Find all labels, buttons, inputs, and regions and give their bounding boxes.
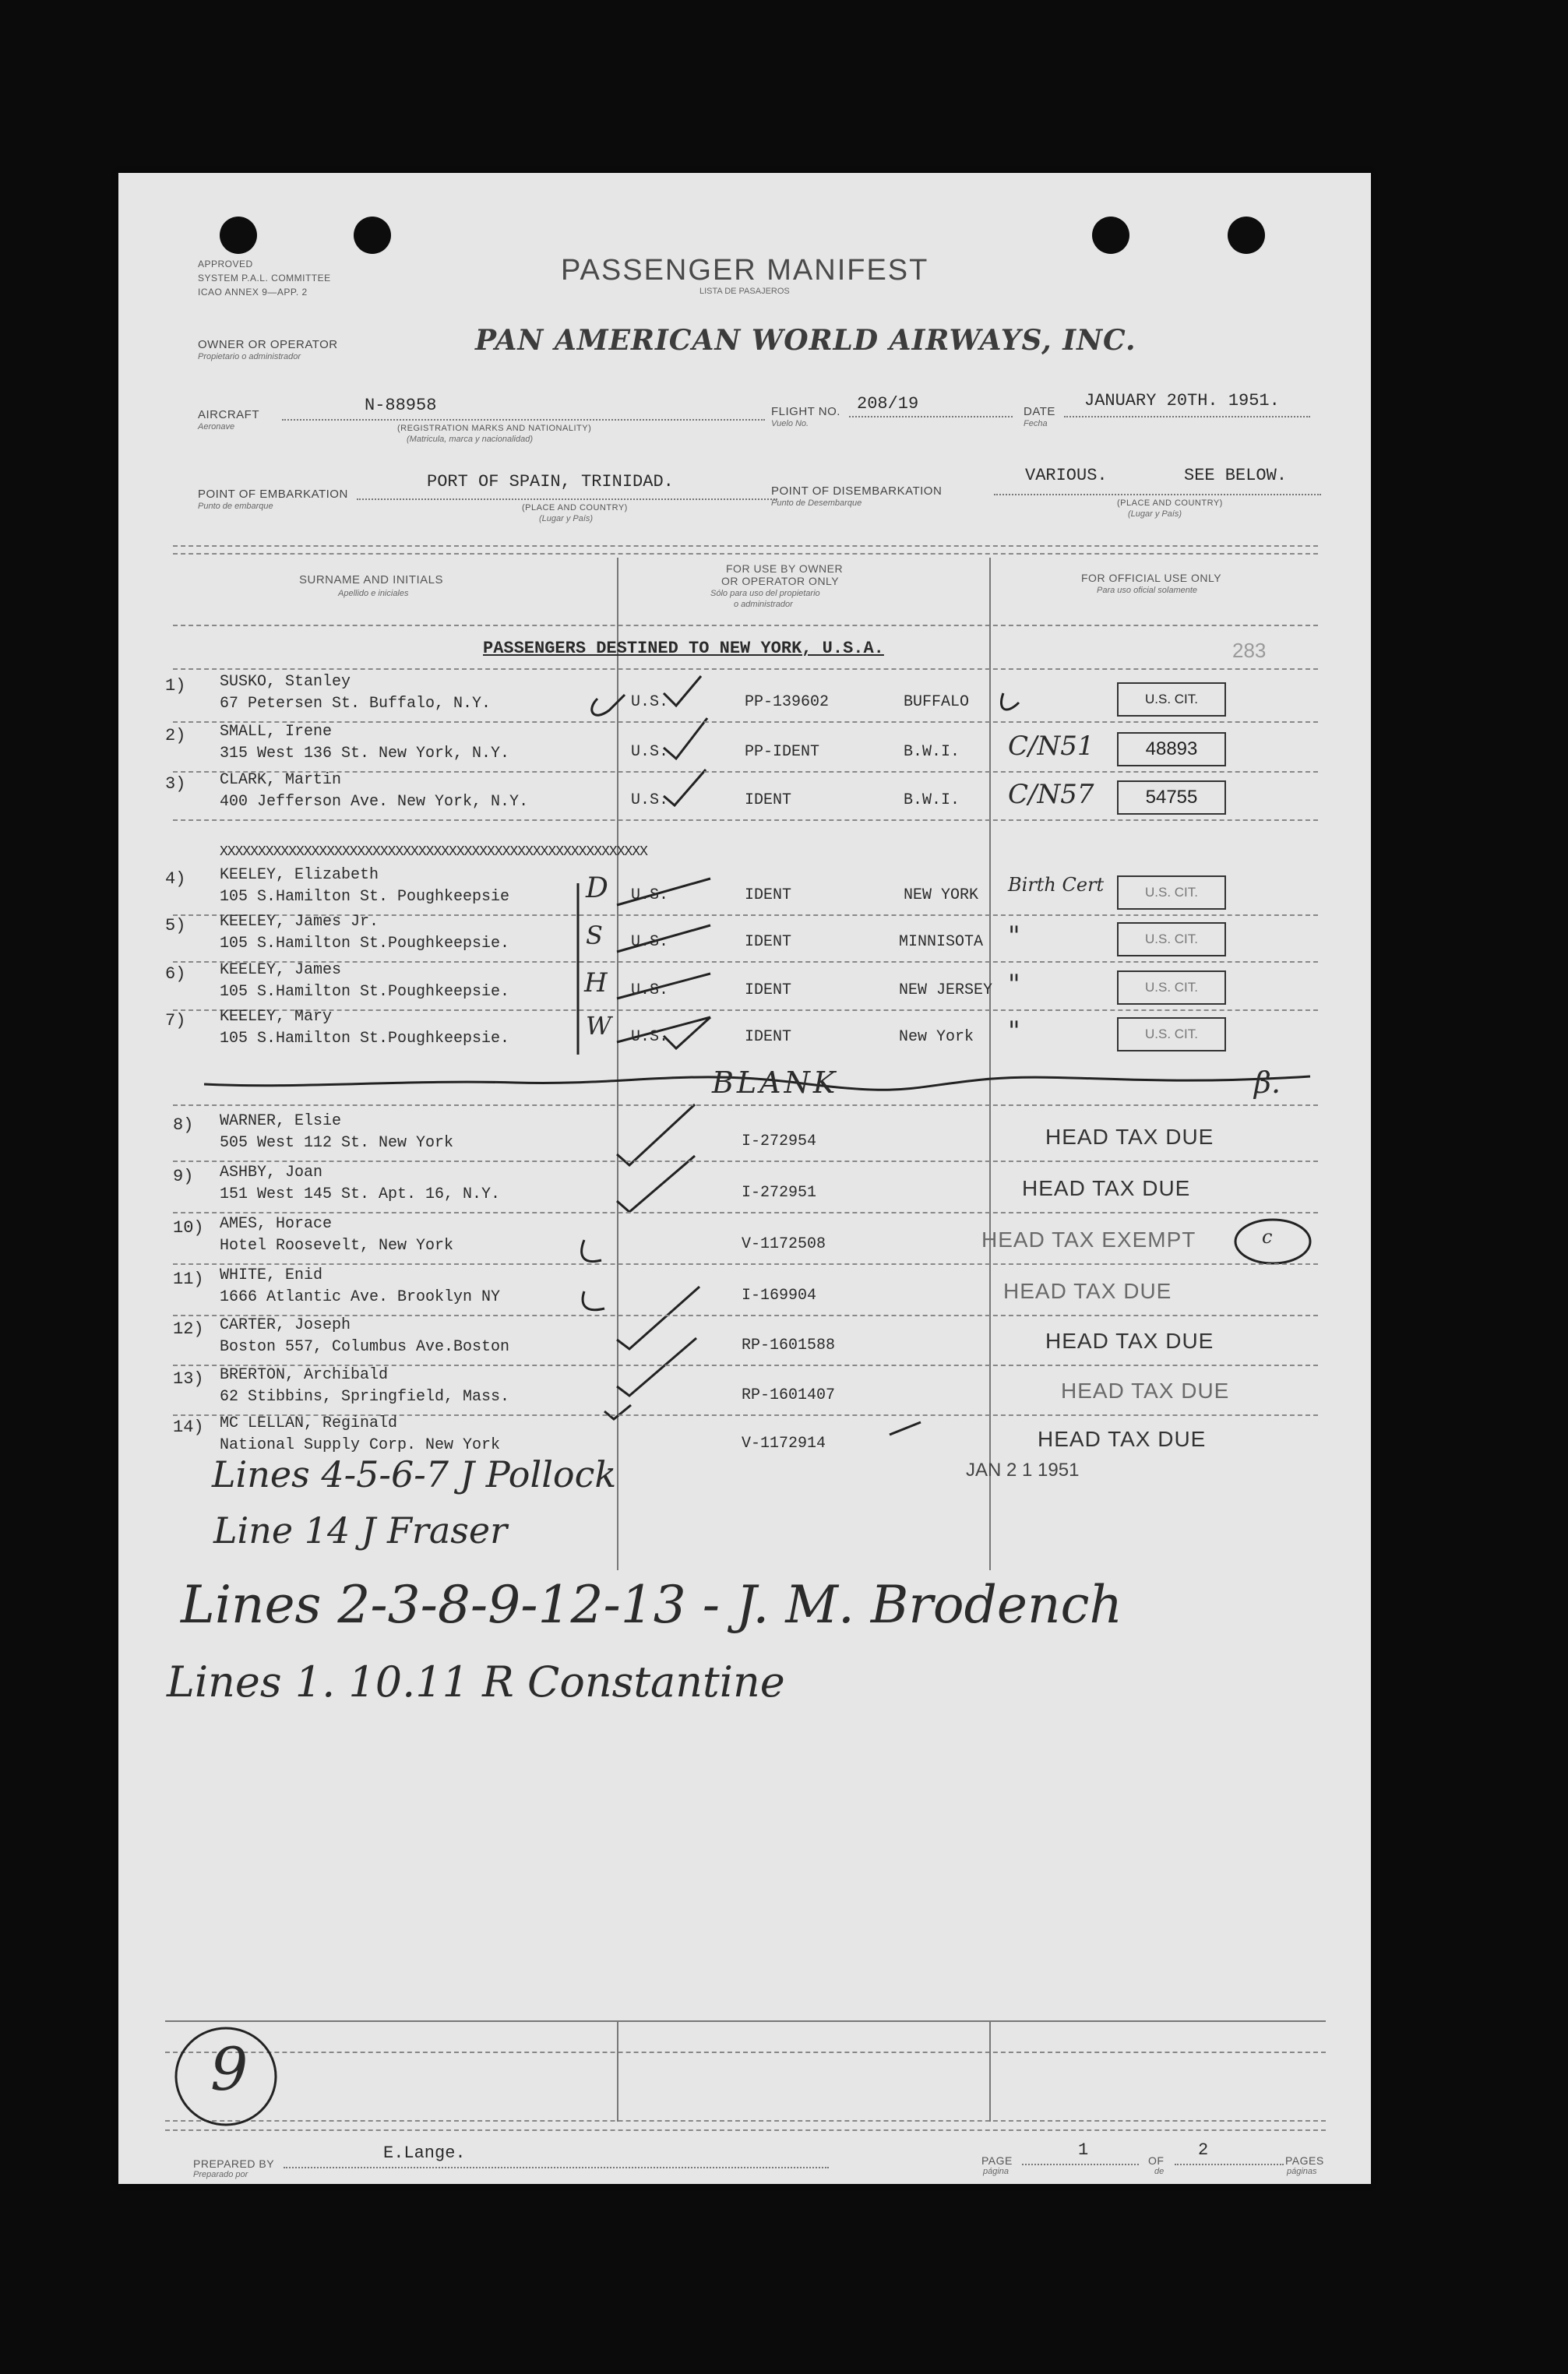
passenger-nationality: U.S. <box>631 933 669 951</box>
col-divider <box>617 2020 618 2122</box>
official-stamp: HEAD TAX EXEMPT <box>981 1228 1196 1252</box>
passenger-nationality: U.S. <box>631 886 669 904</box>
row-rule <box>173 1009 1318 1011</box>
official-stamp: HEAD TAX DUE <box>1061 1379 1230 1403</box>
embark-label: POINT OF EMBARKATION <box>198 488 348 501</box>
passenger-destination: NEW YORK <box>904 886 979 904</box>
disembark-place-note: (PLACE AND COUNTRY) <box>1117 498 1223 508</box>
prepared-rule <box>284 2167 829 2168</box>
passenger-document: I-272951 <box>742 1184 817 1202</box>
passenger-document: IDENT <box>745 933 792 951</box>
embark-value: PORT OF SPAIN, TRINIDAD. <box>427 472 674 491</box>
passenger-address: 315 West 136 St. New York, N.Y. <box>220 745 510 763</box>
row-rule <box>173 1212 1318 1213</box>
passenger-name: KEELEY, James Jr. <box>220 913 379 931</box>
blank-note: BLANK <box>712 1065 839 1100</box>
row-rule <box>173 721 1318 723</box>
passenger-number: 10) <box>173 1218 204 1238</box>
row-rule <box>173 771 1318 773</box>
col-surname-header-es: Apellido e iniciales <box>338 589 409 598</box>
passenger-address: 62 Stibbins, Springfield, Mass. <box>220 1388 510 1406</box>
section-heading: PASSENGERS DESTINED TO NEW YORK, U.S.A. <box>483 639 884 658</box>
passenger-destination: B.W.I. <box>904 743 960 761</box>
passenger-destination: MINNISOTA <box>899 933 984 951</box>
prepared-by: E.Lange. <box>383 2143 466 2163</box>
official-box: U.S. CIT. <box>1117 970 1226 1005</box>
passenger-document: RP-1601407 <box>742 1386 836 1404</box>
passenger-number: 14) <box>173 1418 204 1437</box>
passenger-address: 1666 Atlantic Ave. Brooklyn NY <box>220 1288 501 1306</box>
passenger-document: I-169904 <box>742 1287 817 1305</box>
disembark-label: POINT OF DISEMBARKATION <box>771 484 943 498</box>
passenger-name: CARTER, Joseph <box>220 1316 351 1334</box>
passenger-number: 6) <box>165 964 186 984</box>
prepared-label-es: Preparado por <box>193 2170 248 2179</box>
passenger-name: BRERTON, Archibald <box>220 1366 389 1384</box>
passenger-address: National Supply Corp. New York <box>220 1436 501 1454</box>
col-surname-header: SURNAME AND INITIALS <box>299 573 444 586</box>
disembark-place-note-es: (Lugar y País) <box>1128 509 1182 519</box>
row-rule <box>173 819 1318 821</box>
passenger-document: IDENT <box>745 1028 792 1046</box>
keeley-mark: W <box>586 1011 611 1041</box>
passenger-document: RP-1601588 <box>742 1337 836 1354</box>
official-box: U.S. CIT. <box>1117 682 1226 717</box>
passenger-nationality: U.S. <box>631 693 669 711</box>
passenger-number: 12) <box>173 1319 204 1339</box>
date-label: DATE <box>1024 405 1055 418</box>
row-rule <box>173 1104 1318 1106</box>
passenger-address: 67 Petersen St. Buffalo, N.Y. <box>220 695 492 713</box>
aircraft-label: AIRCRAFT <box>198 408 259 421</box>
col-official-header-es: Para uso oficial solamente <box>1097 586 1198 595</box>
disembark-value: VARIOUS. <box>1025 466 1108 485</box>
passenger-number: 7) <box>165 1011 186 1030</box>
passenger-nationality: U.S. <box>631 981 669 999</box>
footer-rule <box>165 2020 1326 2022</box>
pages-label-es: páginas <box>1287 2167 1317 2176</box>
passenger-name: SUSKO, Stanley <box>220 673 351 691</box>
passenger-number: 2) <box>165 726 186 745</box>
keeley-mark: H <box>584 967 608 999</box>
page-title: PASSENGER MANIFEST <box>561 254 929 287</box>
passenger-name: SMALL, Irene <box>220 723 333 741</box>
passenger-document: V-1172914 <box>742 1435 826 1453</box>
official-handwriting: C/N57 <box>1008 779 1094 810</box>
col-divider <box>989 2020 991 2122</box>
circled-number: 9 <box>210 2034 248 2104</box>
passenger-number: 11) <box>173 1270 204 1289</box>
passenger-document: V-1172508 <box>742 1235 826 1253</box>
airline-name: PAN AMERICAN WORLD AIRWAYS, INC. <box>475 324 1136 357</box>
official-handwriting: Birth Cert <box>1008 874 1105 896</box>
passenger-number: 4) <box>165 869 186 889</box>
passenger-destination: BUFFALO <box>904 693 970 711</box>
passenger-nationality: U.S. <box>631 1028 669 1046</box>
blank-initial: β. <box>1254 1065 1281 1100</box>
handwritten-note: Lines 1. 10.11 R Constantine <box>167 1657 785 1707</box>
passenger-destination: NEW JERSEY <box>899 981 993 999</box>
disembark-note: SEE BELOW. <box>1184 466 1288 485</box>
official-box: 54755 <box>1117 780 1226 815</box>
official-stamp: HEAD TAX DUE <box>1003 1279 1172 1303</box>
passenger-document: IDENT <box>745 981 792 999</box>
owner-label-es: Propietario o administrador <box>198 352 301 361</box>
manifest-sheet <box>118 173 1371 2184</box>
of-label-es: de <box>1154 2167 1165 2176</box>
official-box: U.S. CIT. <box>1117 922 1226 956</box>
handwritten-note: Lines 2-3-8-9-12-13 - J. M. Brodench <box>181 1575 1122 1635</box>
flight-value: 208/19 <box>857 394 919 414</box>
page-title-sub: LISTA DE PASAJEROS <box>699 287 790 296</box>
passenger-address: Boston 557, Columbus Ave.Boston <box>220 1338 510 1356</box>
passenger-document: PP-139602 <box>745 693 830 711</box>
embark-place-note-es: (Lugar y País) <box>539 514 594 523</box>
aircraft-value: N-88958 <box>365 396 437 415</box>
keeley-mark: D <box>586 872 608 904</box>
passenger-address: 105 S.Hamilton St.Poughkeepsie. <box>220 935 510 953</box>
official-box: U.S. CIT. <box>1117 875 1226 910</box>
pages-label: PAGES <box>1285 2154 1324 2167</box>
page-label: PAGE <box>981 2154 1013 2167</box>
of-label: OF <box>1148 2154 1165 2167</box>
official-handwriting: C/N51 <box>1008 731 1094 762</box>
col-owner-header: FOR USE BY OWNER <box>726 562 844 575</box>
official-handwriting: " <box>1008 921 1020 952</box>
embark-label-es: Punto de embarque <box>198 502 273 511</box>
official-stamp: HEAD TAX DUE <box>1022 1176 1191 1200</box>
embark-place-note: (PLACE AND COUNTRY) <box>522 503 628 512</box>
passenger-address: 400 Jefferson Ave. New York, N.Y. <box>220 793 529 811</box>
passenger-nationality: U.S. <box>631 791 669 809</box>
registration-note: (REGISTRATION MARKS AND NATIONALITY) <box>397 424 592 433</box>
official-handwriting: " <box>1008 1016 1020 1047</box>
passenger-name: CLARK, Martin <box>220 771 342 789</box>
page-rule <box>1022 2164 1139 2165</box>
passenger-address: 151 West 145 St. Apt. 16, N.Y. <box>220 1185 501 1203</box>
date-value: JANUARY 20TH. 1951. <box>1084 391 1280 410</box>
passenger-address: 505 West 112 St. New York <box>220 1134 454 1152</box>
passenger-address: 105 S.Hamilton St.Poughkeepsie. <box>220 1030 510 1048</box>
passenger-name: WHITE, Enid <box>220 1266 323 1284</box>
passenger-name: ASHBY, Joan <box>220 1164 323 1182</box>
aircraft-label-es: Aeronave <box>198 422 235 431</box>
approval-line: SYSTEM P.A.L. COMMITTEE <box>198 273 331 284</box>
official-stamp: HEAD TAX DUE <box>1038 1427 1207 1451</box>
passenger-destination: New York <box>899 1028 974 1046</box>
passenger-number: 3) <box>165 774 186 794</box>
passenger-nationality: U.S. <box>631 743 669 761</box>
passenger-number: 13) <box>173 1369 204 1389</box>
passenger-name: KEELEY, James <box>220 961 342 979</box>
passenger-document: PP-IDENT <box>745 743 820 761</box>
passenger-name: KEELEY, Mary <box>220 1008 333 1026</box>
passenger-name: KEELEY, Elizabeth <box>220 866 379 884</box>
page-label-es: página <box>983 2167 1010 2176</box>
footer-rule <box>165 2120 1326 2122</box>
footer-rule <box>165 2129 1326 2131</box>
struck-line: XXXXXXXXXXXXXXXXXXXXXXXXXXXXXXXXXXXXXXXXXXXXXXXXXXXXXXXX <box>220 844 647 860</box>
col-owner-header-es: Sólo para uso del propietario <box>710 589 820 598</box>
row-rule <box>173 961 1318 963</box>
approval-line: APPROVED <box>198 259 253 269</box>
footer-rule <box>165 2052 1326 2053</box>
date-stamp: JAN 2 1 1951 <box>966 1460 1080 1481</box>
official-stamp: HEAD TAX DUE <box>1045 1125 1214 1149</box>
prepared-label: PREPARED BY <box>193 2157 275 2170</box>
exempt-note: c <box>1262 1226 1273 1248</box>
passenger-number: 5) <box>165 916 186 935</box>
row-rule <box>173 1263 1318 1265</box>
passenger-address: 105 S.Hamilton St.Poughkeepsie. <box>220 983 510 1001</box>
pages-rule <box>1175 2164 1284 2165</box>
date-label-es: Fecha <box>1024 419 1048 428</box>
flight-label: FLIGHT NO. <box>771 405 840 418</box>
col-official-header: FOR OFFICIAL USE ONLY <box>1081 572 1222 584</box>
approval-line: ICAO ANNEX 9—APP. 2 <box>198 287 308 298</box>
row-rule <box>173 1161 1318 1162</box>
passenger-destination: B.W.I. <box>904 791 960 809</box>
passenger-document: I-272954 <box>742 1132 817 1150</box>
registration-note-es: (Matricula, marca y nacionalidad) <box>407 435 534 444</box>
passenger-number: 8) <box>173 1115 194 1135</box>
col-owner-header-es: o administrador <box>734 600 793 609</box>
passenger-address: 105 S.Hamilton St. Poughkeepsie <box>220 888 510 906</box>
passenger-document: IDENT <box>745 886 792 904</box>
flight-label-es: Vuelo No. <box>771 419 809 428</box>
passenger-name: WARNER, Elsie <box>220 1112 342 1130</box>
handwritten-note: Lines 4-5-6-7 J Pollock <box>212 1453 617 1495</box>
passenger-name: AMES, Horace <box>220 1215 333 1233</box>
page-number: 1 <box>1078 2140 1089 2160</box>
page-stamp: 283 <box>1232 639 1267 662</box>
col-owner-header: OR OPERATOR ONLY <box>721 575 840 587</box>
total-pages: 2 <box>1198 2140 1209 2160</box>
handwritten-note: Line 14 J Fraser <box>213 1509 508 1552</box>
passenger-number: 1) <box>165 676 186 696</box>
disembark-label-es: Punto de Desembarque <box>771 498 862 508</box>
passenger-document: IDENT <box>745 791 792 809</box>
official-stamp: HEAD TAX DUE <box>1045 1329 1214 1353</box>
passenger-number: 9) <box>173 1167 194 1186</box>
official-box: U.S. CIT. <box>1117 1017 1226 1051</box>
keeley-mark: S <box>586 921 603 950</box>
passenger-name: MC LELLAN, Reginald <box>220 1414 398 1432</box>
official-box: 48893 <box>1117 732 1226 766</box>
passenger-address: Hotel Roosevelt, New York <box>220 1237 454 1255</box>
owner-label: OWNER OR OPERATOR <box>198 338 338 351</box>
official-handwriting: " <box>1008 969 1020 1000</box>
